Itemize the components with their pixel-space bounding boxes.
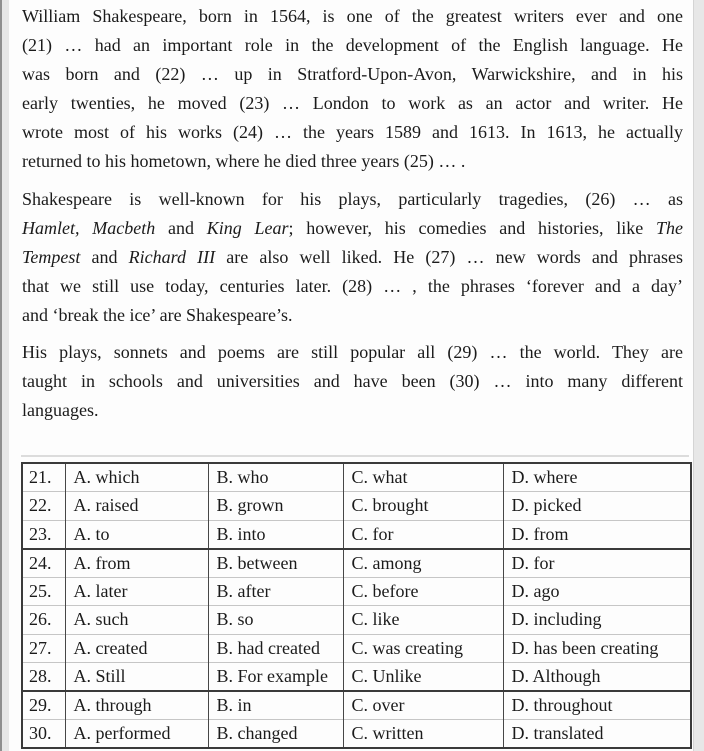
text-segment: and bbox=[80, 247, 129, 267]
text-segment: (21) … had an important role in the development of the English language. He bbox=[22, 35, 683, 55]
option-cell: A. such bbox=[65, 606, 208, 635]
italic-text-segment: The bbox=[656, 218, 683, 238]
option-cell: D. ago bbox=[503, 577, 691, 606]
option-cell: D. where bbox=[503, 463, 691, 492]
option-cell: D. Although bbox=[503, 663, 691, 692]
question-number-cell: 23. bbox=[29, 523, 52, 544]
option-cell: C. among bbox=[343, 549, 503, 578]
text-segment: ; however, his comedies and histories, like bbox=[288, 218, 656, 238]
option-cell: D. has been creating bbox=[503, 634, 691, 663]
table-row bbox=[22, 492, 691, 521]
page-edge-right bbox=[693, 0, 704, 751]
option-cell: B. For example bbox=[208, 663, 343, 692]
table-row bbox=[22, 720, 691, 749]
option-cell: B. in bbox=[208, 691, 343, 720]
paragraph-2 bbox=[22, 185, 683, 330]
option-cell: C. Unlike bbox=[343, 663, 503, 692]
option-cell: C. written bbox=[343, 720, 503, 749]
option-cell: D. throughout bbox=[503, 691, 691, 720]
options-table-body bbox=[22, 463, 691, 748]
question-number-cell: 22. bbox=[29, 495, 52, 516]
option-cell: A. which bbox=[65, 463, 208, 492]
option-cell: B. changed bbox=[208, 720, 343, 749]
text-segment: are also well liked. He (27) … new words and phrases bbox=[215, 247, 683, 267]
table-row bbox=[22, 520, 691, 549]
table-row bbox=[22, 663, 691, 692]
question-number-cell: 21. bbox=[29, 467, 52, 487]
paragraph-1 bbox=[22, 2, 683, 176]
option-cell: C. was creating bbox=[343, 634, 503, 663]
option-cell: A. to bbox=[65, 520, 208, 549]
text-segment: and ‘break the ice’ are Shakespeare’s. bbox=[22, 305, 293, 325]
text-segment: His plays, sonnets and poems are still popular all (29) … the world. They are bbox=[22, 342, 683, 362]
italic-text-segment: Hamlet, Macbeth bbox=[22, 218, 156, 238]
italic-text-segment: King Lear bbox=[206, 218, 289, 238]
text-line bbox=[22, 396, 683, 425]
table-row bbox=[22, 606, 691, 635]
option-cell: C. over bbox=[343, 691, 503, 720]
table-row bbox=[22, 463, 691, 492]
table-row bbox=[22, 634, 691, 663]
text-line bbox=[22, 272, 683, 301]
question-number-cell: 28. bbox=[29, 666, 52, 686]
paragraph-3 bbox=[22, 338, 683, 425]
text-segment: languages. bbox=[22, 400, 99, 420]
option-cell: B. between bbox=[208, 549, 343, 578]
option-cell: A. through bbox=[65, 691, 208, 720]
question-number-cell: 27. bbox=[29, 637, 52, 658]
question-number-cell: 25. bbox=[29, 580, 52, 601]
scan-artifact-line bbox=[21, 455, 689, 457]
option-cell: B. so bbox=[208, 606, 343, 635]
option-cell: D. for bbox=[503, 549, 691, 578]
text-line bbox=[22, 367, 683, 396]
text-line bbox=[22, 31, 683, 60]
option-cell: B. after bbox=[208, 577, 343, 606]
text-line bbox=[22, 185, 683, 214]
option-cell: A. from bbox=[65, 549, 208, 578]
option-cell: B. grown bbox=[208, 492, 343, 521]
option-cell: B. into bbox=[208, 520, 343, 549]
question-number-cell: 26. bbox=[29, 609, 52, 630]
option-cell: A. later bbox=[65, 577, 208, 606]
text-segment: was born and (22) … up in Stratford-Upon-Avon, Warwickshire, and in his bbox=[22, 64, 683, 84]
passage bbox=[22, 2, 683, 434]
option-cell: B. had created bbox=[208, 634, 343, 663]
option-cell: D. translated bbox=[503, 720, 691, 749]
text-line bbox=[22, 118, 683, 147]
text-line bbox=[22, 214, 683, 243]
italic-text-segment: Richard III bbox=[128, 247, 216, 267]
option-cell: A. created bbox=[65, 634, 208, 663]
text-segment: wrote most of his works (24) … the years 1589 and 1613. In 1613, he actually bbox=[22, 122, 683, 142]
question-number-cell: 30. bbox=[29, 723, 52, 743]
text-segment: William Shakespeare, born in 1564, is one of the greatest writers ever and one bbox=[22, 6, 683, 26]
option-cell: A. raised bbox=[65, 492, 208, 521]
option-cell: A. performed bbox=[65, 720, 208, 749]
table-row bbox=[22, 577, 691, 606]
option-cell: D. from bbox=[503, 520, 691, 549]
option-cell: A. Still bbox=[65, 663, 208, 692]
options-table bbox=[21, 462, 692, 749]
text-segment: that we still use today, centuries later. (28) … , the phrases ‘forever and a day’ bbox=[22, 276, 683, 296]
table-row bbox=[22, 549, 691, 578]
option-cell: C. what bbox=[343, 463, 503, 492]
page-edge-left bbox=[0, 0, 9, 751]
option-cell: C. brought bbox=[343, 492, 503, 521]
option-cell: C. like bbox=[343, 606, 503, 635]
option-cell: B. who bbox=[208, 463, 343, 492]
option-cell: D. picked bbox=[503, 492, 691, 521]
text-segment: early twenties, he moved (23) … London to work as an actor and writer. He bbox=[22, 93, 683, 113]
text-segment: Shakespeare is well-known for his plays, particularly tragedies, (26) … as bbox=[22, 189, 683, 209]
text-line bbox=[22, 243, 683, 272]
option-cell: D. including bbox=[503, 606, 691, 635]
option-cell: C. before bbox=[343, 577, 503, 606]
text-segment: and bbox=[155, 218, 207, 238]
option-cell: C. for bbox=[343, 520, 503, 549]
text-line bbox=[22, 338, 683, 367]
text-line bbox=[22, 301, 683, 330]
text-line bbox=[22, 147, 683, 176]
text-line bbox=[22, 60, 683, 89]
question-number-cell: 29. bbox=[29, 695, 52, 715]
table-row bbox=[22, 691, 691, 720]
text-line bbox=[22, 89, 683, 118]
question-number-cell: 24. bbox=[29, 552, 52, 573]
text-line bbox=[22, 2, 683, 31]
italic-text-segment: Tempest bbox=[22, 247, 81, 267]
text-segment: returned to his hometown, where he died three years (25) … . bbox=[22, 151, 466, 171]
text-segment: taught in schools and universities and have been (30) … into many different bbox=[22, 371, 683, 391]
